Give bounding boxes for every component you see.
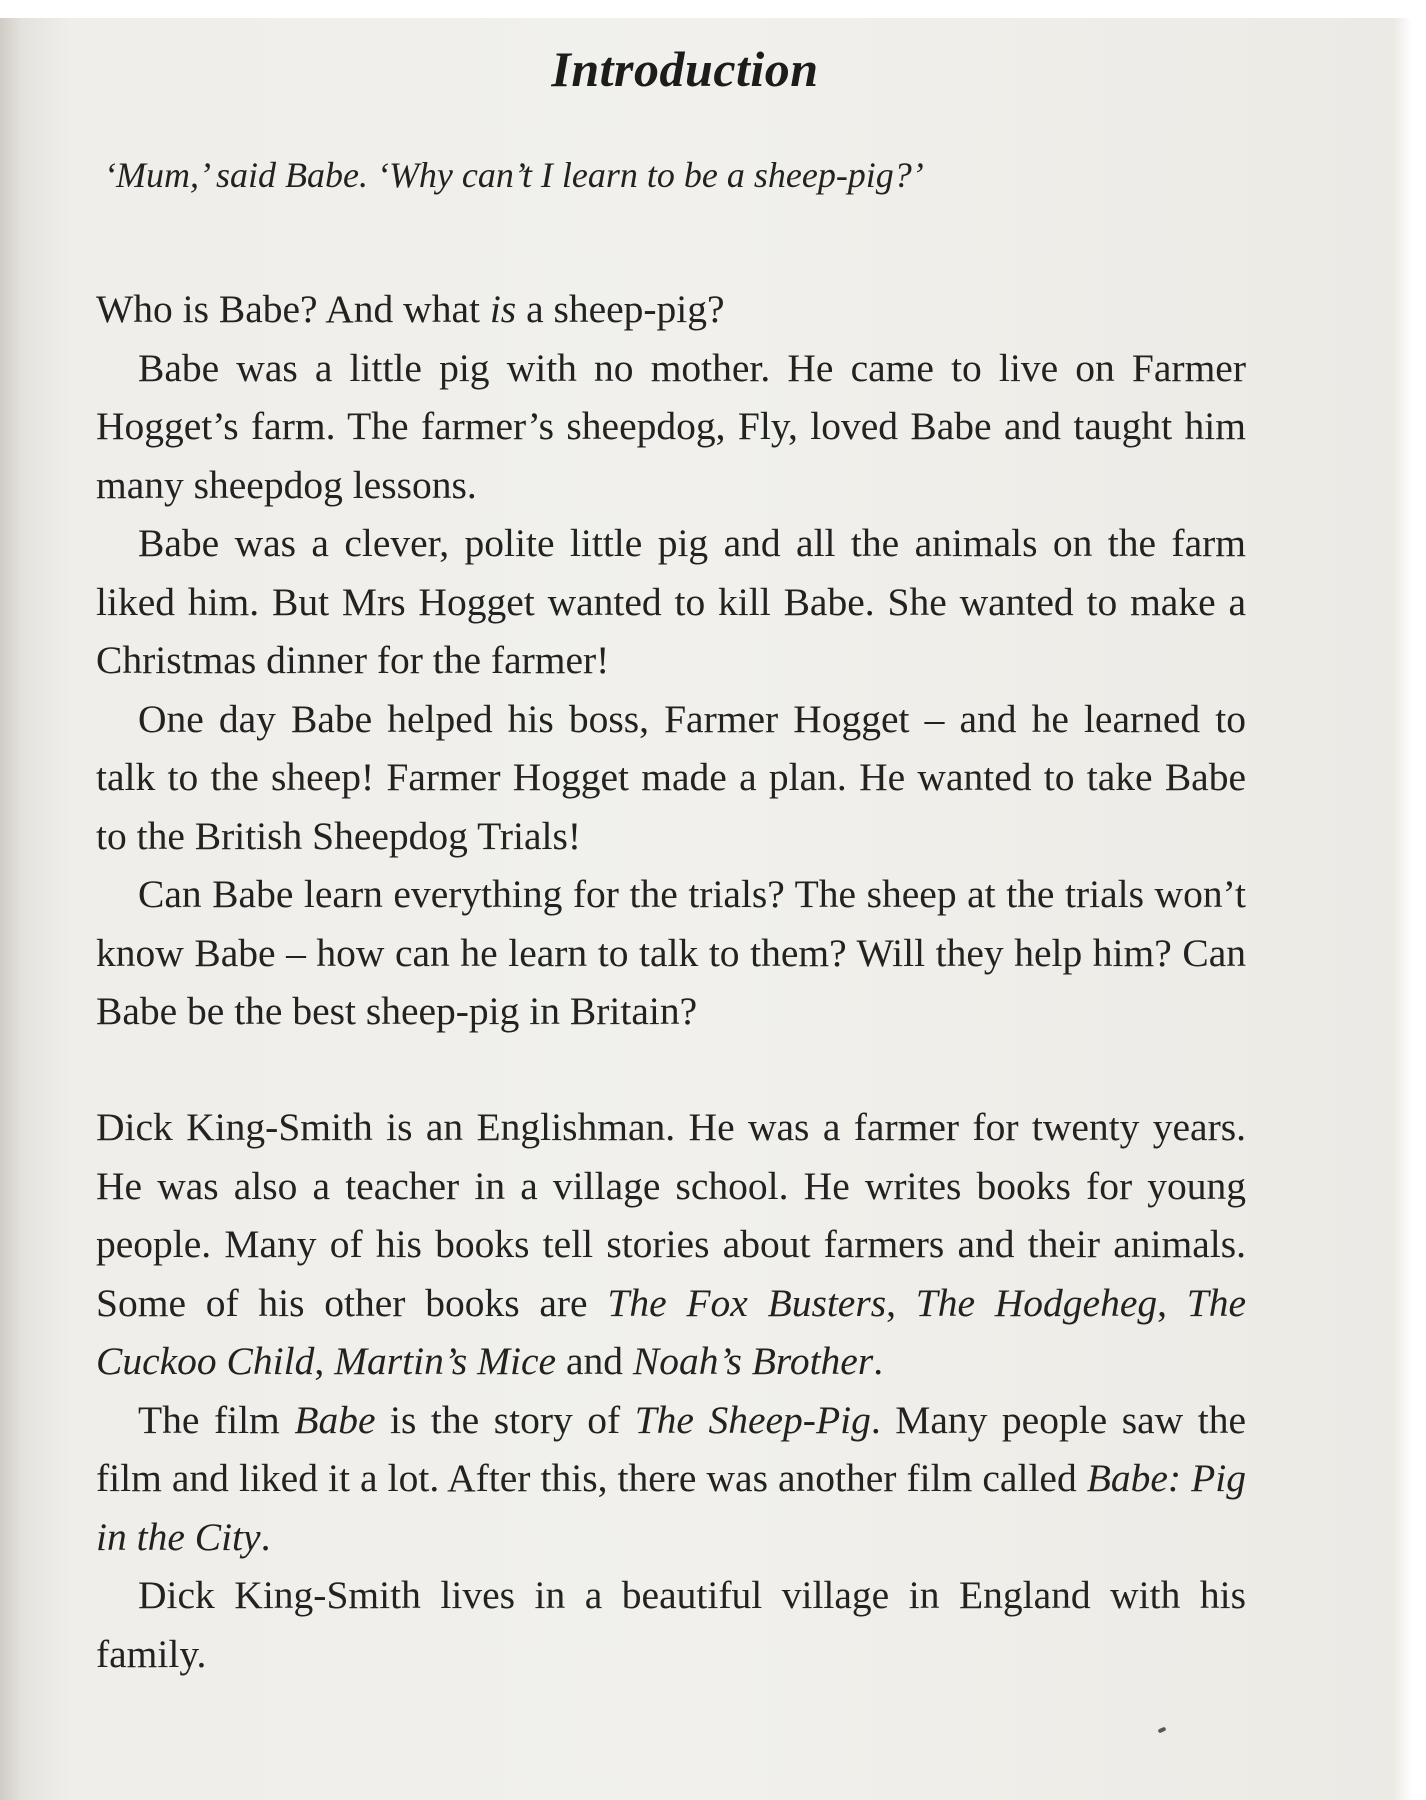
paragraph: Dick King-Smith is an Englishman. He was a farmer for twenty years. He was also a teacher in a village school. He writes books for young people. Many of his books tell stories about farmers and their animals. Some of his other books are The Fox Busters, The Hodgeheg, The Cuckoo Child, Martin’s Mice and Noah’s Brother. — [96, 1105, 1247, 1383]
story-summary — [96, 280, 1246, 1041]
paragraph: Dick King-Smith lives in a beautiful village in England with his family. — [96, 1573, 1246, 1676]
book-title: The Fox Busters — [607, 1280, 887, 1325]
paragraph: One day Babe helped his boss, Farmer Hogget – and he learned to talk to the sheep! Farmer Hogget made a plan. He wanted to take Babe to the British Sheepdog Trials! — [96, 696, 1246, 858]
paragraph: The film Babe is the story of The Sheep-Pig. Many people saw the film and liked it a lot. After this, there was another film called Babe: Pig in the City. — [96, 1397, 1246, 1559]
epigraph: ‘Mum,’ said Babe. ‘Why can’t I learn to be a sheep-pig?’ — [104, 155, 924, 195]
film-title: Babe: Pig in the City — [96, 1456, 1246, 1559]
film-title: Babe — [294, 1397, 376, 1442]
ink-speck — [1158, 1726, 1167, 1733]
book-title: The Hodgeheg — [915, 1280, 1158, 1325]
book-title: Noah’s Brother — [632, 1339, 874, 1383]
book-page — [0, 18, 1412, 1800]
book-title: The Sheep-Pig — [634, 1397, 871, 1442]
paragraph: Can Babe learn everything for the trials? The sheep at the trials won’t know Babe – how can he learn to talk to them? Will they help him? Can Babe be the best sheep-pig in Britain? — [96, 872, 1246, 1033]
paragraph: Babe was a clever, polite little pig and all the animals on the farm liked him. But Mrs Hogget wanted to kill Babe. She wanted to make a Christmas dinner for the farmer! — [96, 521, 1246, 682]
page-title: Introduction — [551, 41, 819, 97]
paragraph: Who is Babe? And what is a sheep-pig? — [96, 287, 725, 331]
book-title: Martin’s Mice — [334, 1339, 557, 1383]
book-title: The Cuckoo Child — [96, 1280, 1247, 1383]
paragraph: Babe was a little pig with no mother. He came to live on Farmer Hogget’s farm. The farmer’s sheepdog, Fly, loved Babe and taught him many sheepdog lessons. — [96, 345, 1246, 507]
author-bio — [96, 1098, 1246, 1683]
